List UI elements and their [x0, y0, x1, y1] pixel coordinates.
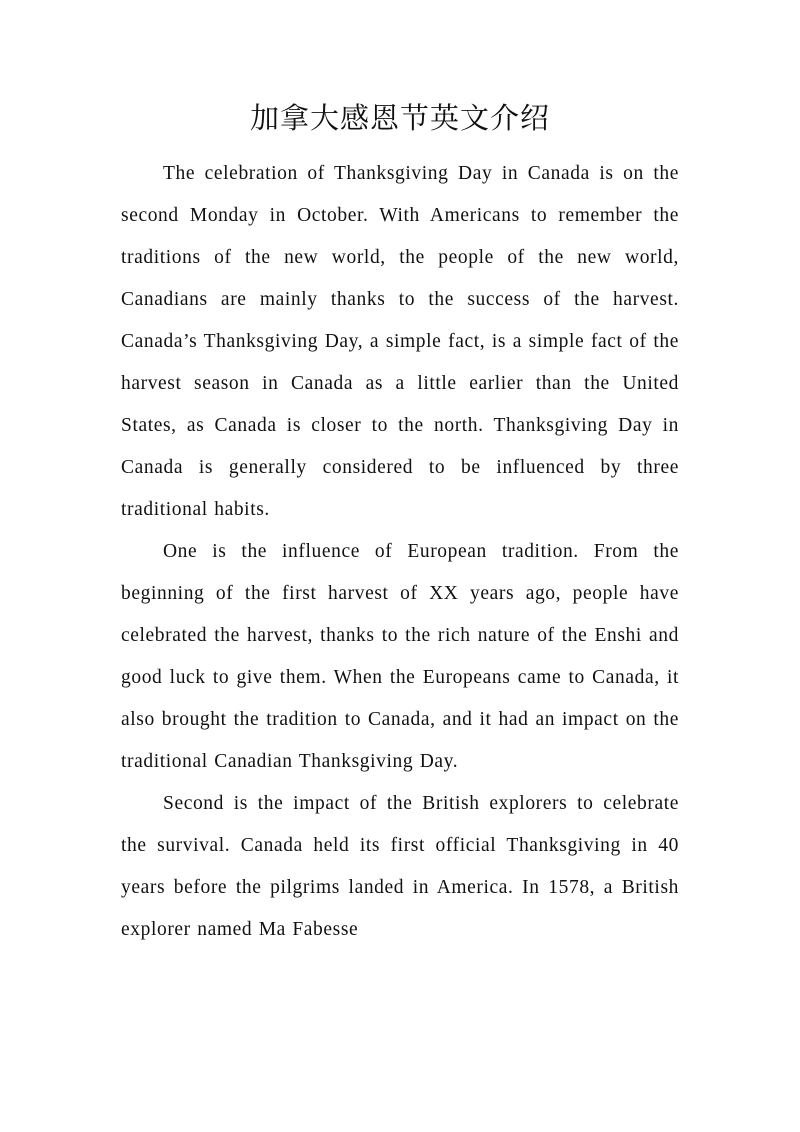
- paragraph-2: One is the influence of European tradition. From the beginning of the first harvest of XX years ago, people have celebrated the harvest, thanks to the rich nature of the Enshi and good luck to give them. When the Europeans came to Canada, it also brought the tradition to Canada, and it had an impact on the traditional Canadian Thanksgiving Day.: [121, 541, 679, 772]
- document-body: [121, 153, 679, 951]
- paragraph-3: Second is the impact of the British explorers to celebrate the survival. Canada held its first official Thanksgiving in 40 years before the pilgrims landed in America. In 1578, a British explorer named Ma Fabesse: [121, 793, 679, 940]
- paragraph-1: The celebration of Thanksgiving Day in Canada is on the second Monday in October. With Americans to remember the traditions of the new world, the people of the new world, Canadians are mainly thanks to the success of the harvest. Canada’s Thanksgiving Day, a simple fact, is a simple fact of the harvest season in Canada as a little earlier than the United States, as Canada is closer to the north. Thanksgiving Day in Canada is generally considered to be influenced by three traditional habits.: [121, 163, 679, 520]
- document-title: 加拿大感恩节英文介绍: [249, 101, 550, 135]
